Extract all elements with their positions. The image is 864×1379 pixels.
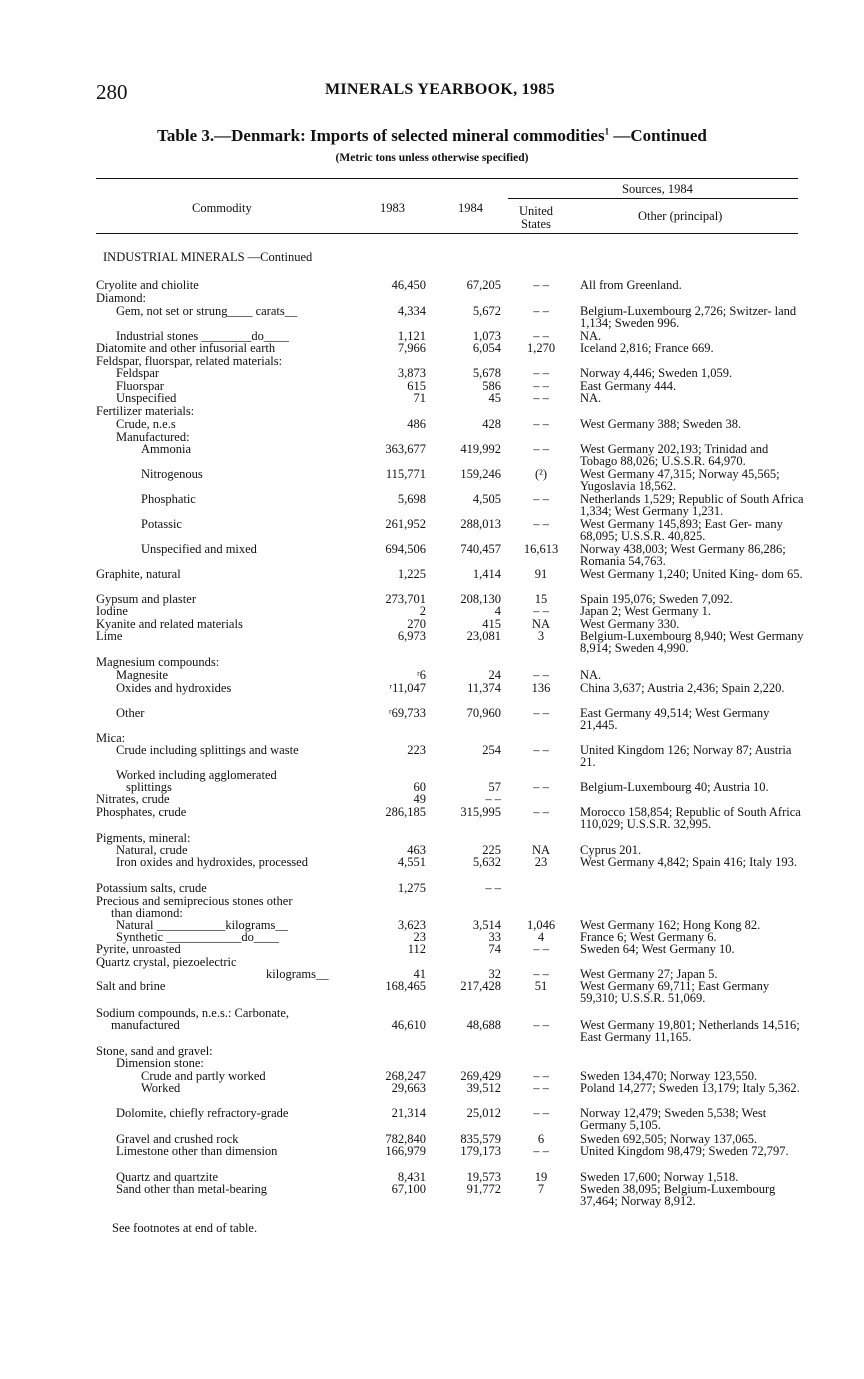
commodity-cell: Ammonia <box>141 442 191 456</box>
commodity-cell: Manufactured: <box>116 430 190 444</box>
value-1983-cell: 694,506 <box>385 542 426 556</box>
commodity-cell: Feldspar, fluorspar, related materials: <box>96 354 283 368</box>
value-1984-cell: 419,992 <box>460 442 501 456</box>
other-sources-cell: Belgium-Luxembourg 40; Austria 10. <box>580 780 769 794</box>
value-1983-cell: 7,966 <box>397 341 426 355</box>
table-row <box>96 568 806 582</box>
other-sources-cell: East Germany 49,514; West Germany 21,445. <box>580 706 770 732</box>
value-1984-cell: 57 <box>488 780 501 794</box>
commodity-cell: Fluorspar <box>116 379 164 393</box>
table-row <box>96 517 806 543</box>
united-states-cell: – – <box>533 743 549 757</box>
united-states-cell: – – <box>533 780 549 794</box>
united-states-cell: – – <box>533 492 549 506</box>
value-1984-cell: 6,054 <box>472 341 501 355</box>
value-1983-cell: 3,873 <box>397 366 426 380</box>
other-sources-cell: Morocco 158,854; Republic of South Africa 110,029; U.S.S.R. 32,995. <box>580 805 801 831</box>
commodity-cell: Magnesite <box>116 668 169 682</box>
value-1984-cell: 25,012 <box>466 1106 501 1120</box>
value-1984-cell: 33 <box>488 930 501 944</box>
united-states-cell: – – <box>533 1081 549 1095</box>
commodity-cell: Worked including agglomerated <box>116 768 277 782</box>
commodity-cell: Feldspar <box>116 366 160 380</box>
united-states-cell: – – <box>533 366 549 380</box>
table-row <box>96 542 806 568</box>
other-sources-cell: NA. <box>580 329 602 343</box>
value-1983-cell: 67,100 <box>391 1182 426 1196</box>
value-1983-cell: 5,698 <box>397 492 426 506</box>
value-1983-cell: 268,247 <box>385 1069 426 1083</box>
other-sources-cell: Netherlands 1,529; Republic of South Africa 1,334; West Germany 1,231. <box>580 492 804 518</box>
commodity-cell: Diatomite and other infusorial earth <box>96 341 276 355</box>
commodity-cell: Potassic <box>141 517 182 531</box>
value-1983-cell: 168,465 <box>385 979 426 993</box>
value-1983-cell: ʳ11,047 <box>389 681 426 695</box>
other-sources-cell: Belgium-Luxembourg 2,726; Switzer- land 1,134; Sweden 996. <box>580 304 797 330</box>
value-1983-cell: 2 <box>419 604 426 618</box>
value-1983-cell: 286,185 <box>385 805 426 819</box>
table-row <box>96 279 806 293</box>
value-1983-cell: 112 <box>407 942 426 956</box>
page-number: 280 <box>96 80 128 104</box>
value-1983-cell: 23 <box>413 930 426 944</box>
col-header-sources: Sources, 1984 <box>622 182 693 196</box>
united-states-cell: – – <box>533 604 549 618</box>
commodity-cell: Pyrite, unroasted <box>96 942 181 956</box>
united-states-cell: – – <box>533 1144 549 1158</box>
value-1983-cell: 21,314 <box>391 1106 426 1120</box>
commodity-cell: Lime <box>96 629 123 643</box>
other-sources-cell: Sweden 692,505; Norway 137,065. <box>580 1132 758 1146</box>
value-1984-cell: 208,130 <box>460 592 501 606</box>
united-states-cell: – – <box>533 517 549 531</box>
united-states-cell: – – <box>533 442 549 456</box>
commodity-cell: Quartz and quartzite <box>116 1170 219 1184</box>
value-1984-cell: 74 <box>488 942 501 956</box>
value-1984-cell: 70,960 <box>466 706 501 720</box>
value-1984-cell: 288,013 <box>460 517 501 531</box>
united-states-cell: – – <box>533 417 549 431</box>
table-row <box>96 418 806 432</box>
united-states-cell: – – <box>533 304 549 318</box>
other-sources-cell: All from Greenland. <box>580 278 682 292</box>
other-sources-cell: Sweden 134,470; Norway 123,550. <box>580 1069 758 1083</box>
value-1983-cell: 3,623 <box>397 918 426 932</box>
united-states-cell: – – <box>533 329 549 343</box>
united-states-cell: 51 <box>534 979 548 993</box>
commodity-cell: Kyanite and related materials <box>96 617 243 631</box>
commodity-cell: Industrial stones ________do____ <box>116 329 289 343</box>
value-1984-cell: 39,512 <box>466 1081 501 1095</box>
united-states-cell: 16,613 <box>523 542 559 556</box>
value-1984-cell: 428 <box>482 417 501 431</box>
value-1983-cell: 166,979 <box>385 1144 426 1158</box>
sources-rule <box>508 198 798 199</box>
table-row <box>96 442 806 468</box>
table-row <box>96 656 806 670</box>
table-title-suffix: —Continued <box>609 126 707 145</box>
united-states-cell: 23 <box>534 855 548 869</box>
other-sources-cell: West Germany 4,842; Spain 416; Italy 193. <box>580 855 798 869</box>
commodity-cell: Stone, sand and gravel: <box>96 1044 213 1058</box>
united-states-cell: – – <box>533 706 549 720</box>
value-1984-cell: 32 <box>488 967 501 981</box>
commodity-cell: Phosphatic <box>141 492 196 506</box>
united-states-cell: (²) <box>534 467 548 481</box>
other-sources-cell: East Germany 444. <box>580 379 677 393</box>
commodity-cell: Sand other than metal-bearing <box>116 1182 267 1196</box>
value-1983-cell: 4,334 <box>397 304 426 318</box>
commodity-cell: manufactured <box>111 1018 180 1032</box>
value-1984-cell: – – <box>485 881 501 895</box>
commodity-cell: Magnesium compounds: <box>96 655 220 669</box>
commodity-cell: than diamond: <box>111 906 183 920</box>
united-states-cell: 1,046 <box>526 918 556 932</box>
other-sources-cell: Norway 12,479; Sweden 5,538; West Germany 5,105. <box>580 1106 767 1132</box>
value-1984-cell: 5,632 <box>472 855 501 869</box>
commodity-cell: Nitrogenous <box>141 467 203 481</box>
col-header-commodity: Commodity <box>192 201 252 215</box>
united-states-cell: 7 <box>537 1182 545 1196</box>
value-1984-cell: 11,374 <box>467 681 501 695</box>
other-sources-cell: West Germany 202,193; Trinidad and Tobago 88,026; U.S.S.R. 64,970. <box>580 442 769 468</box>
value-1983-cell: 270 <box>407 617 426 631</box>
other-sources-cell: West Germany 388; Sweden 38. <box>580 417 742 431</box>
commodity-cell: kilograms__ <box>266 967 329 981</box>
table-row <box>96 1082 806 1096</box>
united-states-cell: – – <box>533 1069 549 1083</box>
united-states-cell: 15 <box>534 592 548 606</box>
value-1983-cell: 363,677 <box>385 442 426 456</box>
value-1984-cell: 217,428 <box>460 979 501 993</box>
table-row <box>96 1018 806 1044</box>
united-states-cell: 3 <box>537 629 545 643</box>
commodity-cell: Gypsum and plaster <box>96 592 196 606</box>
col-header-1984: 1984 <box>458 201 483 215</box>
commodity-cell: Precious and semiprecious stones other <box>96 894 293 908</box>
value-1983-cell: 615 <box>407 379 426 393</box>
other-sources-cell: United Kingdom 98,479; Sweden 72,797. <box>580 1144 789 1158</box>
united-states-cell: – – <box>533 379 549 393</box>
commodity-cell: Quartz crystal, piezoelectric <box>96 955 237 969</box>
table-row <box>96 743 806 769</box>
commodity-cell: Gravel and crushed rock <box>116 1132 239 1146</box>
col-header-us-line1: United <box>519 204 554 218</box>
table-subtitle: (Metric tons unless otherwise specified) <box>335 152 529 164</box>
col-header-1983: 1983 <box>380 201 405 215</box>
value-1984-cell: 269,429 <box>460 1069 501 1083</box>
table-row <box>96 629 806 655</box>
table-title-footnote-ref: 1 <box>604 126 610 137</box>
value-1984-cell: 5,678 <box>472 366 501 380</box>
table-row <box>96 1182 806 1208</box>
value-1983-cell: 49 <box>413 792 426 806</box>
value-1983-cell: 273,701 <box>385 592 426 606</box>
value-1983-cell: 115,771 <box>385 467 426 481</box>
book-title: MINERALS YEARBOOK, 1985 <box>325 81 555 98</box>
table-row <box>96 1145 806 1159</box>
value-1983-cell: 46,610 <box>391 1018 426 1032</box>
commodity-cell: Nitrates, crude <box>96 792 170 806</box>
value-1984-cell: 159,246 <box>460 467 501 481</box>
united-states-cell: 6 <box>537 1132 545 1146</box>
value-1984-cell: 4 <box>494 604 501 618</box>
commodity-cell: Sodium compounds, n.e.s.: Carbonate, <box>96 1006 290 1020</box>
commodity-cell: Crude, n.e.s <box>116 417 176 431</box>
value-1984-cell: 254 <box>482 743 501 757</box>
value-1983-cell: 41 <box>413 967 426 981</box>
commodity-cell: Graphite, natural <box>96 567 181 581</box>
commodity-cell: Gem, not set or strung____ carats__ <box>116 304 298 318</box>
value-1984-cell: 3,514 <box>472 918 501 932</box>
united-states-cell: – – <box>533 1018 549 1032</box>
value-1984-cell: 91,772 <box>466 1182 501 1196</box>
united-states-cell: – – <box>533 805 549 819</box>
table-row <box>96 392 806 406</box>
united-states-cell: 1,270 <box>526 341 556 355</box>
other-sources-cell: Sweden 17,600; Norway 1,518. <box>580 1170 739 1184</box>
commodity-cell: Oxides and hydroxides <box>116 681 232 695</box>
value-1984-cell: 415 <box>482 617 501 631</box>
value-1984-cell: 315,995 <box>460 805 501 819</box>
other-sources-cell: Japan 2; West Germany 1. <box>580 604 712 618</box>
united-states-cell: – – <box>533 278 549 292</box>
commodity-cell: Salt and brine <box>96 979 166 993</box>
other-sources-cell: West Germany 330. <box>580 617 680 631</box>
table-row <box>96 682 806 696</box>
value-1984-cell: 225 <box>482 843 501 857</box>
commodity-cell: Other <box>116 706 145 720</box>
footnote-note: See footnotes at end of table. <box>112 1221 258 1235</box>
value-1983-cell: 8,431 <box>397 1170 426 1184</box>
other-sources-cell: Norway 4,446; Sweden 1,059. <box>580 366 733 380</box>
value-1984-cell: 67,205 <box>466 278 501 292</box>
value-1984-cell: 586 <box>482 379 501 393</box>
commodity-cell: Natural, crude <box>116 843 188 857</box>
united-states-cell: – – <box>533 1106 549 1120</box>
united-states-cell: – – <box>533 668 549 682</box>
table-row <box>96 492 806 518</box>
col-header-other: Other (principal) <box>638 209 723 223</box>
other-sources-cell: Sweden 38,095; Belgium-Luxembourg 37,464; Norway 8,912. <box>580 1182 776 1208</box>
value-1984-cell: 19,573 <box>466 1170 501 1184</box>
united-states-cell: – – <box>533 967 549 981</box>
other-sources-cell: NA. <box>580 668 602 682</box>
value-1983-cell: 463 <box>407 843 426 857</box>
commodity-cell: Diamond: <box>96 291 146 305</box>
commodity-cell: Cryolite and chiolite <box>96 278 199 292</box>
united-states-cell: – – <box>533 942 549 956</box>
value-1984-cell: 835,579 <box>460 1132 501 1146</box>
united-states-cell: 4 <box>537 930 545 944</box>
other-sources-cell: Poland 14,277; Sweden 13,179; Italy 5,362. <box>580 1081 800 1095</box>
commodity-cell: Unspecified <box>116 391 177 405</box>
value-1984-cell: 1,414 <box>472 567 501 581</box>
other-sources-cell: West Germany 47,315; Norway 45,565; Yugoslavia 18,562. <box>580 467 780 493</box>
value-1984-cell: 48,688 <box>466 1018 501 1032</box>
other-sources-cell: France 6; West Germany 6. <box>580 930 717 944</box>
other-sources-cell: West Germany 19,801; Netherlands 14,516; East Germany 11,165. <box>580 1018 800 1044</box>
table-top-rule <box>96 178 798 179</box>
section-heading: INDUSTRIAL MINERALS —Continued <box>103 250 313 264</box>
value-1983-cell: 486 <box>407 417 426 431</box>
table-row <box>96 979 806 1005</box>
value-1984-cell: 24 <box>488 668 501 682</box>
table-row <box>96 805 806 831</box>
value-1984-cell: – – <box>485 792 501 806</box>
commodity-cell: splittings <box>126 780 172 794</box>
united-states-cell: – – <box>533 391 549 405</box>
value-1983-cell: 1,275 <box>397 881 426 895</box>
value-1984-cell: 4,505 <box>472 492 501 506</box>
commodity-cell: Natural ___________kilograms__ <box>116 918 288 932</box>
united-states-cell: 91 <box>534 567 548 581</box>
commodity-cell: Limestone other than dimension <box>116 1144 278 1158</box>
value-1983-cell: 223 <box>407 743 426 757</box>
value-1984-cell: 23,081 <box>466 629 501 643</box>
table-row <box>96 304 806 330</box>
table-title-text: Table 3.—Denmark: Imports of selected mineral commodities <box>157 126 605 145</box>
commodity-cell: Fertilizer materials: <box>96 404 195 418</box>
other-sources-cell: NA. <box>580 391 602 405</box>
value-1983-cell: 71 <box>413 391 426 405</box>
value-1983-cell: 60 <box>413 780 426 794</box>
united-states-cell: 19 <box>534 1170 548 1184</box>
other-sources-cell: Belgium-Luxembourg 8,940; West Germany 8,914; Sweden 4,990. <box>580 629 804 655</box>
col-header-us-line2: States <box>521 217 551 231</box>
value-1983-cell: ʳ69,733 <box>388 706 426 720</box>
commodity-cell: Iodine <box>96 604 128 618</box>
united-states-cell: 136 <box>531 681 551 695</box>
other-sources-cell: West Germany 145,893; East Ger- many 68,095; U.S.S.R. 40,825. <box>580 517 783 543</box>
value-1983-cell: 46,450 <box>391 278 426 292</box>
other-sources-cell: China 3,637; Austria 2,436; Spain 2,220. <box>580 681 785 695</box>
other-sources-cell: West Germany 27; Japan 5. <box>580 967 718 981</box>
other-sources-cell: West Germany 162; Hong Kong 82. <box>580 918 761 932</box>
other-sources-cell: West Germany 69,711; East Germany 59,310; U.S.S.R. 51,069. <box>580 979 770 1005</box>
value-1983-cell: 4,551 <box>397 855 426 869</box>
commodity-cell: Pigments, mineral: <box>96 831 191 845</box>
united-states-cell: NA <box>531 617 551 631</box>
value-1984-cell: 5,672 <box>472 304 501 318</box>
value-1984-cell: 45 <box>488 391 501 405</box>
commodity-cell: Synthetic ____________do____ <box>116 930 279 944</box>
commodity-cell: Iron oxides and hydroxides, processed <box>116 855 308 869</box>
value-1984-cell: 1,073 <box>472 329 501 343</box>
table-row <box>96 467 806 493</box>
other-sources-cell: Spain 195,076; Sweden 7,092. <box>580 592 733 606</box>
table-row <box>96 1106 806 1132</box>
table-row <box>96 706 806 732</box>
commodity-cell: Dolomite, chiefly refractory-grade <box>116 1106 289 1120</box>
commodity-cell: Phosphates, crude <box>96 805 187 819</box>
other-sources-cell: West Germany 1,240; United King- dom 65. <box>580 567 803 581</box>
commodity-cell: Worked <box>141 1081 181 1095</box>
commodity-cell: Crude and partly worked <box>141 1069 266 1083</box>
other-sources-cell: Sweden 64; West Germany 10. <box>580 942 735 956</box>
value-1983-cell: 6,973 <box>397 629 426 643</box>
table-row <box>96 367 806 381</box>
value-1983-cell: 1,225 <box>397 567 426 581</box>
value-1983-cell: 782,840 <box>385 1132 426 1146</box>
other-sources-cell: Cyprus 201. <box>580 843 642 857</box>
united-states-cell: NA <box>531 843 551 857</box>
value-1983-cell: 29,663 <box>391 1081 426 1095</box>
header-bottom-rule <box>96 233 798 234</box>
other-sources-cell: Norway 438,003; West Germany 86,286; Romania 54,763. <box>580 542 786 568</box>
other-sources-cell: Iceland 2,816; France 669. <box>580 341 714 355</box>
value-1983-cell: ʳ6 <box>417 668 426 682</box>
commodity-cell: Potassium salts, crude <box>96 881 207 895</box>
value-1983-cell: 1,121 <box>397 329 426 343</box>
commodity-cell: Mica: <box>96 731 126 745</box>
commodity-cell: Unspecified and mixed <box>141 542 257 556</box>
table-title <box>0 126 864 146</box>
table-row <box>96 856 806 870</box>
commodity-cell: Dimension stone: <box>116 1056 204 1070</box>
value-1984-cell: 740,457 <box>460 542 501 556</box>
commodity-cell: Crude including splittings and waste <box>116 743 299 757</box>
value-1983-cell: 261,952 <box>385 517 426 531</box>
value-1984-cell: 179,173 <box>460 1144 501 1158</box>
other-sources-cell: United Kingdom 126; Norway 87; Austria 21. <box>580 743 792 769</box>
